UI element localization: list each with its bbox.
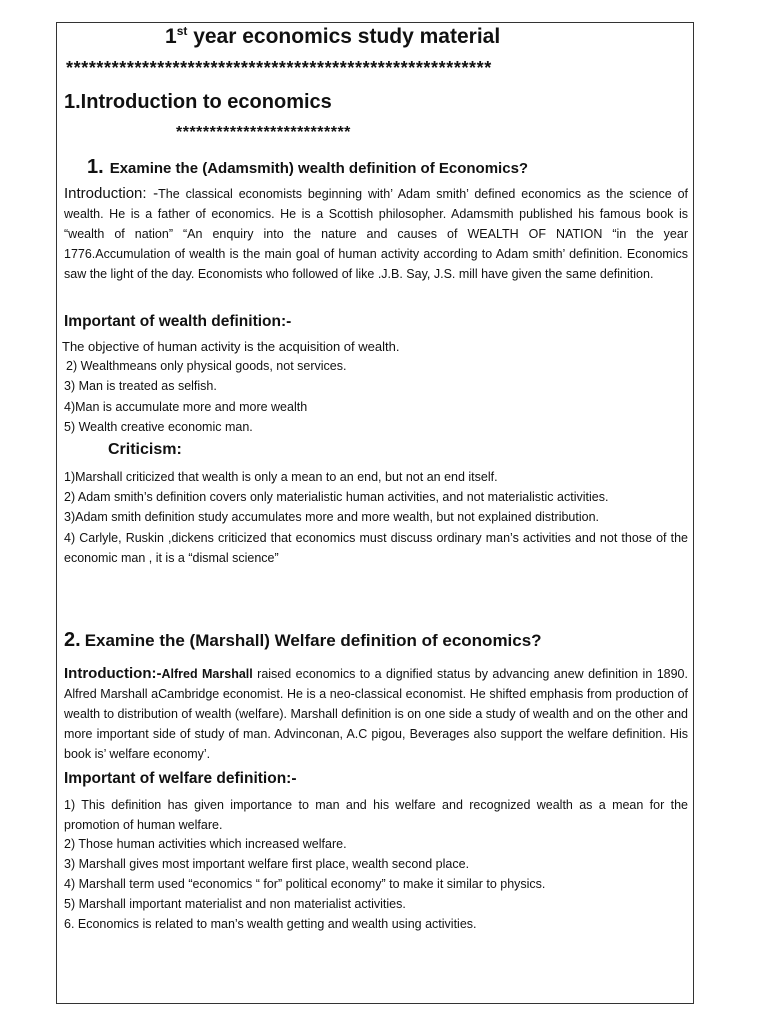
list-item: 3)Adam smith definition study accumulates more and more wealth, but not explained distribution. bbox=[64, 510, 600, 524]
list-item: 2) Adam smith’s definition covers only materialistic human activities, and not materialistic activities. bbox=[64, 490, 609, 504]
list-item: 1)Marshall criticized that wealth is only a mean to an end, but not an end itself. bbox=[64, 470, 498, 484]
list-item: 3) Man is treated as selfish. bbox=[64, 379, 217, 393]
list-item: 6. Economics is related to man’s wealth getting and wealth using activities. bbox=[64, 917, 477, 931]
separator-stars-long: ******************************************************** bbox=[66, 58, 492, 78]
important-heading-2: Important of welfare definition:- bbox=[64, 770, 297, 787]
list-item: 3) Marshall gives most important welfare first place, wealth second place. bbox=[64, 857, 470, 871]
question-1: 1. Examine the (Adamsmith) wealth definition of Economics? bbox=[87, 156, 529, 178]
criticism-heading: Criticism: bbox=[108, 441, 182, 458]
question-2: 2. Examine the (Marshall) Welfare definition of economics? bbox=[64, 629, 542, 651]
list-item: 4) Marshall term used “economics “ for” political economy” to make it similar to physics. bbox=[64, 877, 546, 891]
chapter-heading: 1.Introduction to economics bbox=[64, 91, 332, 113]
list-item: 5) Wealth creative economic man. bbox=[64, 420, 253, 434]
list-item: 4)Man is accumulate more and more wealth bbox=[64, 400, 308, 414]
list-item: 1) This definition has given importance to man and his welfare and recognized wealth as a mean for the promotion of human welfare. bbox=[64, 798, 688, 832]
intro-paragraph-1: Introduction: -The classical economists beginning with’ Adam smith’ defined economics as the science of wealth. He is a father of economics. He is a Scottish philosopher. Adamsmith published his famous book is “wealth of nation” “An enquiry into the nature and causes of WEALTH OF NATION “in the year 1776.Accumulation of wealth is the main goal of human activity according to Adam smith’ definition. Economics saw the light of the day. Economists who followed of like .J.B. Say, J.S. mill have given the same definition. bbox=[64, 185, 689, 281]
list-item: 2) Those human activities which increased welfare. bbox=[64, 837, 347, 851]
list-item: 4) Carlyle, Ruskin ,dickens criticized that economics must discuss ordinary man’s activities and not those of the economic man , it is a “dismal science” bbox=[64, 531, 688, 565]
list-item: The objective of human activity is the acquisition of wealth. bbox=[62, 339, 400, 354]
list-item: 2) Wealthmeans only physical goods, not services. bbox=[66, 359, 347, 373]
separator-stars-short: ************************** bbox=[176, 124, 351, 141]
document-title: 1st year economics study material bbox=[165, 24, 501, 48]
important-heading-1: Important of wealth definition:- bbox=[64, 313, 292, 330]
list-item: 5) Marshall important materialist and non materialist activities. bbox=[64, 897, 406, 911]
intro-paragraph-2: Introduction:-Alfred Marshall raised economics to a dignified status by advancing anew definition in 1890. Alfred Marshall aCambridge economist. He is a neo-classical economist. He shifted emphasis from production of wealth to distribution of wealth (welfare). Marshall definition is on one side a study of wealth and on the other and more important side of study of man. Advinconan, A.C pigou, Beverages also support the welfare definition. His book is’ welfare economy’. bbox=[64, 665, 688, 761]
